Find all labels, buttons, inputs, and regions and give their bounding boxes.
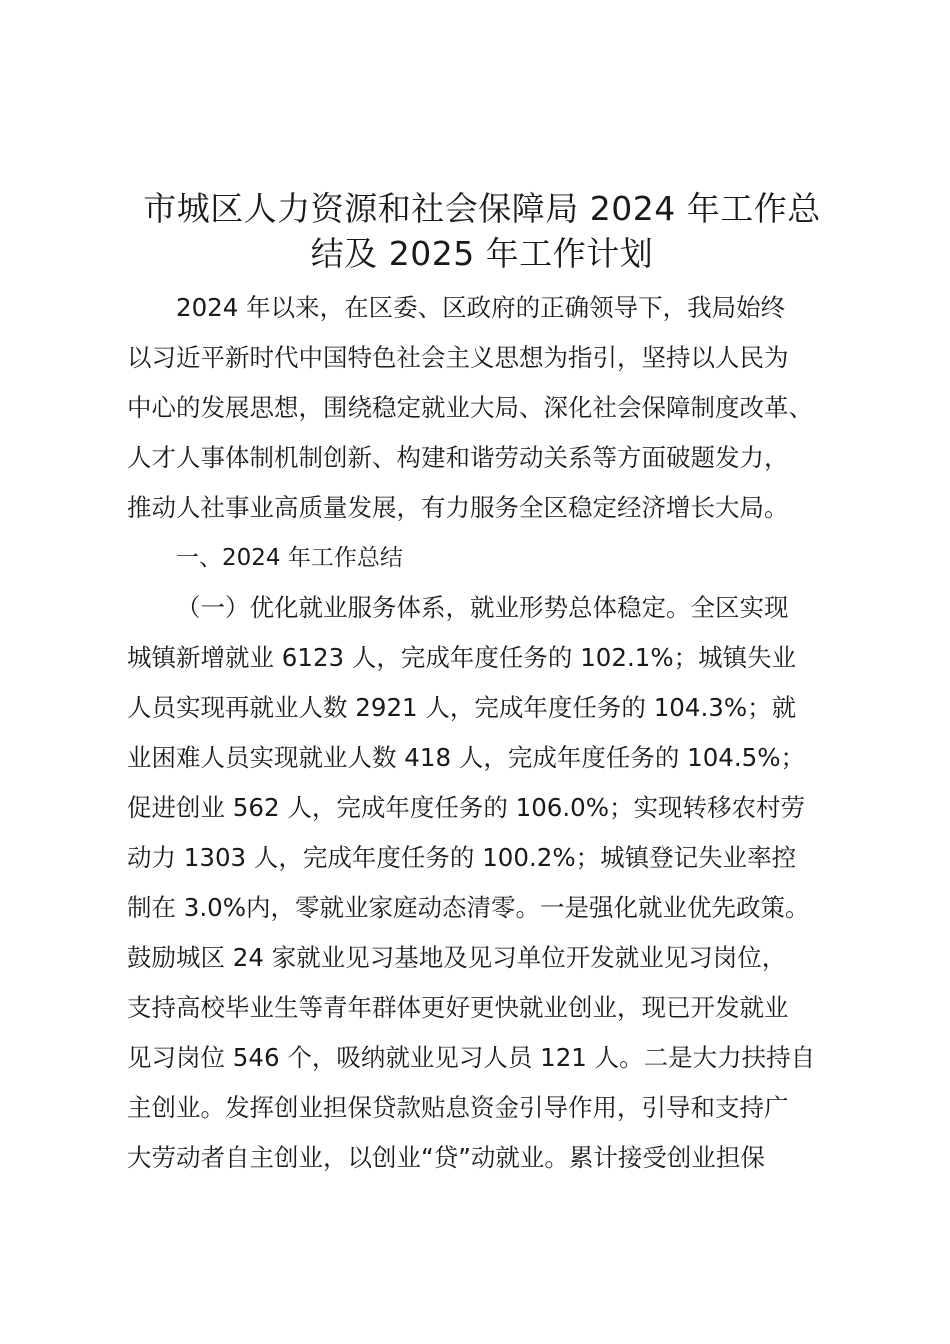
paragraph-line: 大劳动者自主创业，以创业“贷”动就业。累计接受创业担保 [127,1143,765,1172]
paragraph-line: 主创业。发挥创业担保贷款贴息资金引导作用，引导和支持广 [127,1093,789,1122]
title-line: 市城区人力资源和社会保障局 2024 年工作总 [143,189,821,228]
paragraph-line: 人才人事体制机制创新、构建和谐劳动关系等方面破题发力， [127,443,789,472]
document-page [127,186,837,1183]
paragraph-line: 城镇新增就业 6123 人，完成年度任务的 102.1%；城镇失业 [127,643,797,672]
paragraph-line: 制在 3.0%内，零就业家庭动态清零。一是强化就业优先政策。 [127,893,810,922]
paragraph-line: 促进创业 562 人，完成年度任务的 106.0%；实现转移农村劳 [127,793,806,822]
paragraph-line: 2024 年以来，在区委、区政府的正确领导下，我局始终 [176,293,786,322]
paragraph-line: （一）优化就业服务体系，就业形势总体稳定。全区实现 [176,593,789,622]
section-heading-text: 一、2024 年工作总结 [176,545,403,571]
paragraph-line: 业困难人员实现就业人数 418 人，完成年度任务的 104.5%； [127,743,806,772]
paragraph-line: 支持高校毕业生等青年群体更好更快就业创业，现已开发就业 [127,993,789,1022]
document-body [127,283,837,1183]
section-heading [127,533,837,583]
title-line: 结及 2025 年工作计划 [310,234,654,273]
paragraph-line: 动力 1303 人，完成年度任务的 100.2%；城镇登记失业率控 [127,843,797,872]
paragraph-line: 以习近平新时代中国特色社会主义思想为指引，坚持以人民为 [127,343,789,372]
paragraph-line: 推动人社事业高质量发展，有力服务全区稳定经济增长大局。 [127,493,789,522]
paragraph-line: 人员实现再就业人数 2921 人，完成年度任务的 104.3%；就 [127,693,797,722]
document-title [127,186,837,276]
paragraph-line: 中心的发展思想，围绕稳定就业大局、深化社会保障制度改革、 [127,393,813,422]
section1-paragraph [127,583,837,1183]
paragraph-line: 见习岗位 546 个，吸纳就业见习人员 121 人。二是大力扶持自 [127,1043,816,1072]
paragraph-line: 鼓励城区 24 家就业见习基地及见习单位开发就业见习岗位， [127,943,787,972]
intro-paragraph [127,283,837,533]
